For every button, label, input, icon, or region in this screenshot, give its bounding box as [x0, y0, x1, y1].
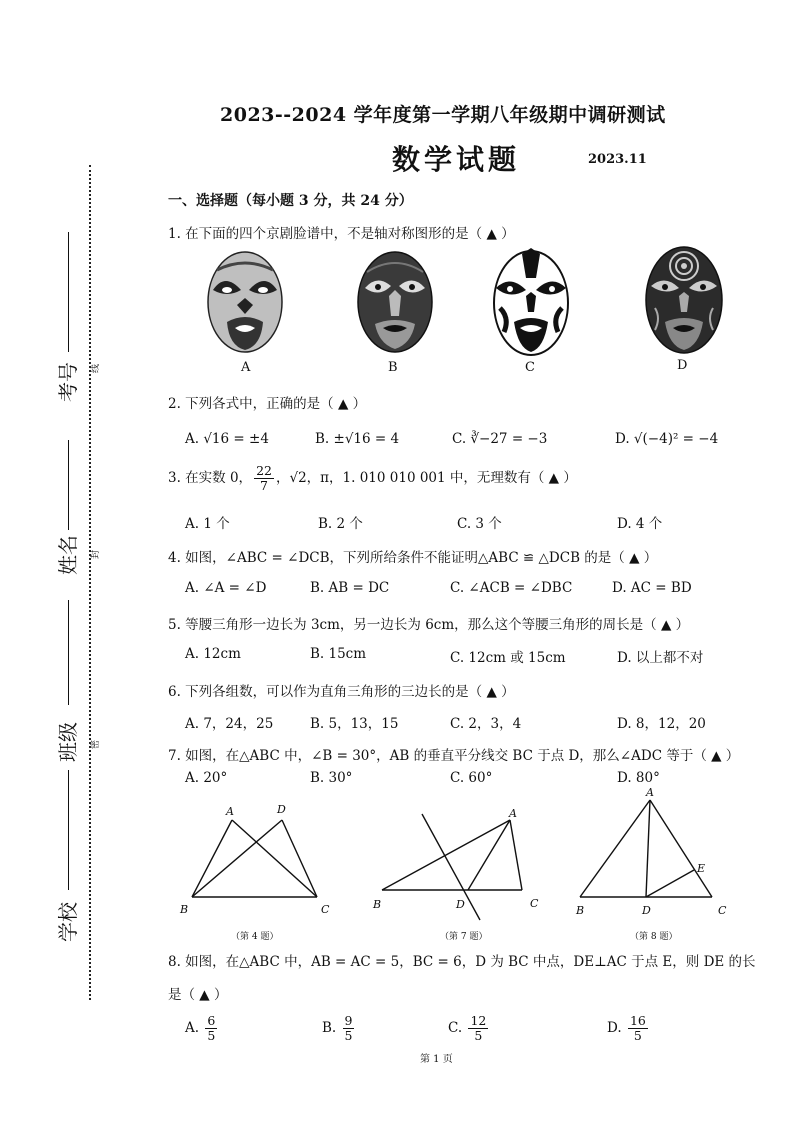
exam-title: 2023--2024 学年度第一学期八年级期中调研测试 — [220, 104, 666, 126]
q3-stem — [168, 464, 577, 493]
mask-a-image — [205, 250, 285, 355]
q8-option-c-fraction — [468, 1014, 488, 1043]
fig8-point-e: E — [697, 862, 706, 875]
fig4-point-c: C — [321, 903, 330, 916]
q8-stem: 8. 如图，在△ABC 中，AB = AC = 5，BC = 6，D 为 BC 中点，DE⊥AC 于点 E，则 DE 的长 — [168, 954, 756, 970]
q7-stem: 7. 如图，在△ABC 中，∠B = 30°，AB 的垂直平分线交 BC 于点 D，那么∠ADC 等于（ ▲ ） — [168, 748, 740, 764]
q8-option-b-fraction — [343, 1014, 355, 1043]
q4-stem: 4. 如图，∠ABC = ∠DCB，下列所给条件不能证明△ABC ≌ △DCB 的是（ ▲ ） — [168, 550, 658, 566]
q1-label-a: A — [241, 360, 251, 375]
q3-option-b: B. 2 个 — [318, 516, 363, 532]
fig4-point-b: B — [180, 903, 189, 916]
exam-date: 2023.11 — [588, 152, 647, 167]
q5-option-c: C. 12cm 或 15cm — [450, 650, 566, 666]
mask-c-image — [490, 248, 572, 358]
q1-stem: 1. 在下面的四个京剧脸谱中，不是轴对称图形的是（ ▲ ） — [168, 226, 515, 242]
q4-option-a: A. ∠A = ∠D — [185, 580, 267, 596]
q8-option-c — [448, 1014, 490, 1043]
q6-stem: 6. 下列各组数，可以作为直角三角形的三边长的是（ ▲ ） — [168, 684, 515, 700]
mark-mi: 密 — [91, 739, 102, 750]
q8-option-a-fraction — [205, 1014, 217, 1043]
q2-option-c: C. ∛−27 = −3 — [452, 431, 548, 447]
q8-option-a-den: 5 — [207, 1027, 216, 1043]
q8-option-b — [322, 1014, 356, 1043]
field-line-xingming — [68, 440, 69, 530]
field-line-banji — [68, 600, 69, 705]
q8-option-c-num: 12 — [470, 1013, 487, 1028]
q8-option-b-num: 9 — [344, 1013, 353, 1028]
q8-option-b-label: B. — [322, 1019, 337, 1036]
fig8-point-b: B — [576, 904, 585, 917]
fig4-caption: （第 4 题） — [231, 932, 279, 942]
mask-b-image — [355, 250, 435, 355]
q6-option-b: B. 5，13，15 — [310, 716, 399, 732]
q3-frac-num: 22 — [256, 463, 272, 478]
q7-option-d: D. 80° — [617, 770, 660, 786]
binding-dotted-line — [89, 165, 91, 1000]
mask-d-image — [643, 244, 725, 356]
q2-option-a: A. √16 = ±4 — [185, 431, 269, 447]
q6-option-c: C. 2，3，4 — [450, 716, 522, 732]
field-line-kaohao — [68, 232, 69, 352]
q2-option-b: B. ±√16 = 4 — [315, 431, 400, 447]
q8-option-d — [607, 1014, 650, 1043]
fig4-segment-ac — [232, 820, 317, 897]
fig7-segment-ba — [382, 820, 510, 890]
fig8-segment-de — [646, 870, 694, 897]
q3-option-d: D. 4 个 — [617, 516, 663, 532]
fig8-caption: （第 8 题） — [630, 932, 678, 942]
q8-stem-cont: 是（ ▲ ） — [168, 987, 228, 1003]
figure-4-diagram — [170, 800, 350, 910]
field-line-xuexiao — [68, 770, 69, 890]
q3-stem-start: 3. 在实数 0， — [168, 469, 253, 486]
q8-option-b-den: 5 — [344, 1027, 353, 1043]
q8-option-d-label: D. — [607, 1019, 622, 1036]
fig8-segment-ac — [650, 800, 712, 897]
mark-xian: 线 — [91, 363, 102, 374]
fig4-point-d: D — [277, 803, 286, 816]
fig4-segment-ba — [192, 820, 232, 897]
q8-option-c-den: 5 — [474, 1027, 483, 1043]
fig8-segment-ba — [580, 800, 650, 897]
q1-label-b: B — [388, 360, 398, 375]
section-title: 一、选择题（每小题 3 分，共 24 分） — [168, 193, 413, 209]
q7-option-c: C. 60° — [450, 770, 493, 786]
q8-option-a — [185, 1014, 219, 1043]
q2-option-d: D. √(−4)² = −4 — [615, 431, 719, 447]
field-xuexiao: 学校 — [56, 902, 80, 942]
q8-option-a-num: 6 — [207, 1013, 216, 1028]
q6-option-a: A. 7，24，25 — [185, 716, 274, 732]
fig7-segment-ad — [468, 820, 510, 890]
fig7-point-c: C — [530, 897, 539, 910]
figure-8-diagram — [570, 790, 730, 910]
fig7-point-a: A — [509, 807, 517, 820]
fig7-caption: （第 7 题） — [440, 932, 488, 942]
q8-option-c-label: C. — [448, 1019, 463, 1036]
q7-option-a: A. 20° — [185, 770, 228, 786]
field-kaohao: 考号 — [56, 362, 80, 402]
q3-fraction — [254, 464, 274, 493]
q5-option-b: B. 15cm — [310, 646, 367, 662]
q5-option-d: D. 以上都不对 — [617, 650, 704, 666]
fig8-point-c: C — [718, 904, 727, 917]
fig8-segment-ad — [646, 800, 650, 897]
q4-option-c: C. ∠ACB = ∠DBC — [450, 580, 573, 596]
q4-option-b: B. AB = DC — [310, 580, 390, 596]
fig8-point-d: D — [642, 904, 651, 917]
q8-option-d-den: 5 — [633, 1027, 642, 1043]
mark-feng: 封 — [91, 549, 102, 560]
q5-option-a: A. 12cm — [185, 646, 241, 662]
q8-option-d-fraction — [628, 1014, 648, 1043]
q7-option-b: B. 30° — [310, 770, 353, 786]
subject-title: 数学试题 — [392, 143, 521, 176]
fig4-segment-cd — [282, 820, 317, 897]
q2-stem: 2. 下列各式中，正确的是（ ▲ ） — [168, 396, 367, 412]
field-banji: 班级 — [56, 722, 80, 762]
q3-option-c: C. 3 个 — [457, 516, 502, 532]
fig4-segment-db — [192, 820, 282, 897]
q3-option-a: A. 1 个 — [185, 516, 230, 532]
q6-option-d: D. 8，12，20 — [617, 716, 706, 732]
fig7-perpendicular-bisector — [422, 814, 480, 920]
q5-stem: 5. 等腰三角形一边长为 3cm，另一边长为 6cm，那么这个等腰三角形的周长是（ ▲ ） — [168, 617, 690, 633]
q4-option-d: D. AC = BD — [612, 580, 692, 596]
q8-option-a-label: A. — [185, 1019, 200, 1036]
fig7-segment-ac — [510, 820, 522, 890]
field-xingming: 姓名 — [56, 535, 80, 575]
q3-frac-den: 7 — [260, 477, 268, 493]
page-number: 第 1 页 — [420, 1054, 453, 1065]
q3-stem-end: ，√2，π，1. 010 010 001 中，无理数有（ ▲ ） — [275, 469, 577, 486]
fig8-point-a: A — [646, 786, 654, 799]
fig7-point-d: D — [456, 898, 465, 911]
fig4-point-a: A — [226, 805, 234, 818]
q8-option-d-num: 16 — [629, 1013, 646, 1028]
q1-label-c: C — [525, 360, 535, 375]
q1-label-d: D — [677, 358, 688, 373]
fig7-point-b: B — [373, 898, 382, 911]
